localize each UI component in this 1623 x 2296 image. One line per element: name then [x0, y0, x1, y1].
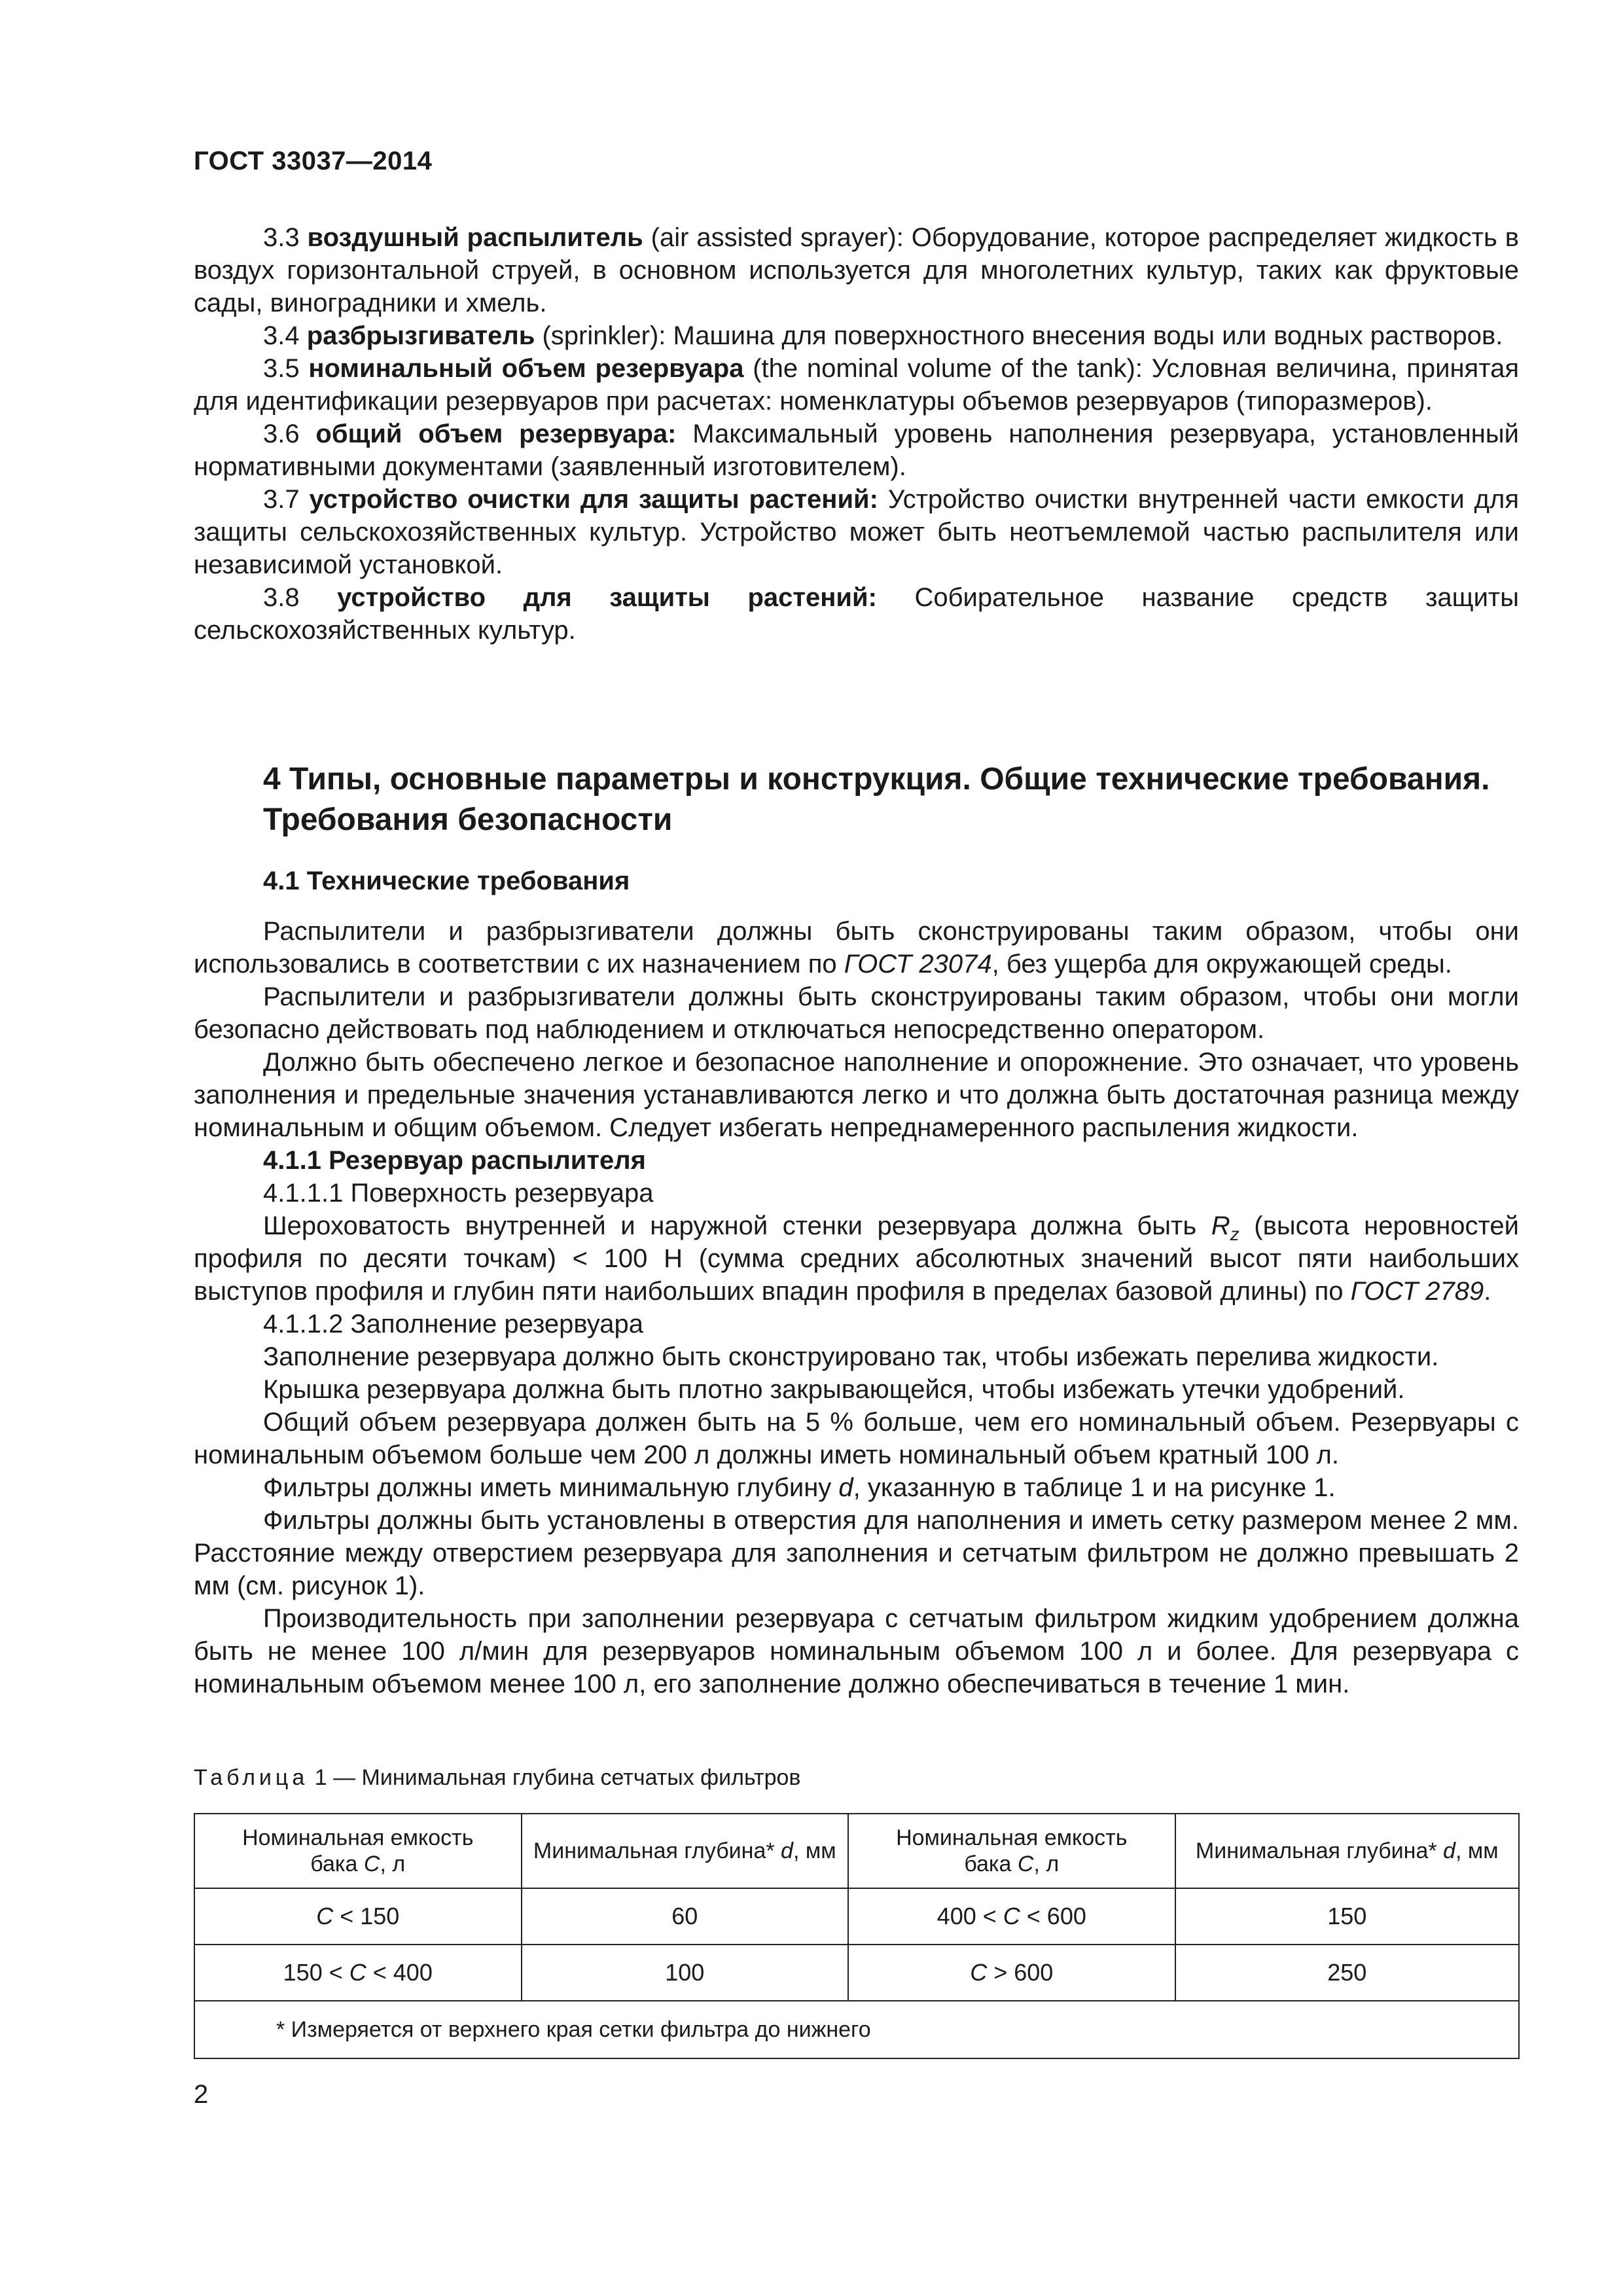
paragraph: Фильтры должны быть установлены в отверстия для наполнения и иметь сетку размером менее 2 мм. Расстояние между отверстием резервуара для заполнения и сетчатым фильтром не должно превышать 2 мм (см. рисунок 1).: [194, 1506, 1519, 1600]
paragraph: Шероховатость внутренней и наружной стенки резервуара должна быть $R_z$ (высота неровностей профиля по десяти точкам) < 100 Н (сумма средних абсолютных значений высот пяти наибольших выступов профиля и глубин пяти наибольших впадин профиля в пределах базовой длины) по ГОСТ 2789.: [194, 1211, 1519, 1306]
table-header-row: [194, 1814, 1519, 1888]
definition-term: общий объем резервуара:: [315, 420, 677, 448]
table-row: [194, 1945, 1519, 2001]
page-number: 2: [194, 2080, 209, 2109]
definition-3-3: 3.3 воздушный распылитель (air assisted sprayer): Оборудование, которое распределяет жидкость в воздух горизонтальной струей, в основном используется для многолетних культур, таких как фруктовые сады, виноградники и хмель.: [194, 223, 1519, 317]
document-header: ГОСТ 33037—2014: [194, 147, 433, 175]
definition-term: номинальный объем резервуара: [308, 354, 744, 383]
definition-term: разбрызгиватель: [306, 321, 535, 350]
definition-3-5: 3.5 номинальный объем резервуара (the nominal volume of the tank): Условная величина, принятая для идентификации резервуаров при расчетах: номенклатуры объемов резервуаров (типоразмеров).: [194, 354, 1519, 416]
table-footnote-row: [194, 2001, 1519, 2058]
table-cell: C > 600: [848, 1945, 1175, 2001]
section-4-body: [194, 915, 1519, 1700]
table-header-cell: Минимальная глубина* d, мм: [522, 1814, 849, 1888]
subsection-4-1-1-1-heading: 4.1.1.1 Поверхность резервуара: [263, 1179, 654, 1208]
subsection-4-1-heading: 4.1 Технические требования: [263, 867, 630, 895]
paragraph: Должно быть обеспечено легкое и безопасное наполнение и опорожнение. Это означает, что уровень заполнения и предельные значения устанавливаются легко и что должна быть достаточная разница между номинальным и общим объемом. Следует избегать непреднамеренного распыления жидкости.: [194, 1048, 1519, 1142]
table-footnote: * Измеряется от верхнего края сетки фильтра до нижнего: [194, 2001, 1519, 2058]
subsection-4-1-1-2-heading: 4.1.1.2 Заполнение резервуара: [263, 1310, 643, 1338]
standard-reference: ГОСТ 23074: [844, 950, 992, 978]
subsection-4-1-1-heading: 4.1.1 Резервуар распылителя: [263, 1146, 646, 1175]
definition-3-6: 3.6 общий объем резервуара: Максимальный уровень наполнения резервуара, установленный нормативными документами (заявленный изготовителем).: [194, 420, 1519, 481]
standard-reference: ГОСТ 2789: [1350, 1277, 1484, 1306]
section-4-heading: 4 Типы, основные параметры и конструкция. Общие технические требования. Требования безопасности: [263, 762, 1490, 837]
filter-depth-table: [194, 1813, 1520, 2059]
definitions-block: [194, 221, 1519, 647]
definition-3-4: 3.4 разбрызгиватель (sprinkler): Машина для поверхностного внесения воды или водных растворов.: [263, 321, 1503, 350]
table-cell: 100: [522, 1945, 849, 2001]
definition-3-7: 3.7 устройство очистки для защиты растений: Устройство очистки внутренней части емкости для защиты сельскохозяйственных культур. Устройство может быть неотъемлемой частью распылителя или независимой установкой.: [194, 485, 1519, 579]
paragraph: Распылители и разбрызгиватели должны быть сконструированы таким образом, чтобы они могли безопасно действовать под наблюдением и отключаться непосредственно оператором.: [194, 982, 1519, 1044]
table-cell: C < 150: [194, 1888, 522, 1945]
definition-3-8: 3.8 устройство для защиты растений: Собирательное название средств защиты сельскохозяйственных культур.: [194, 583, 1519, 645]
paragraph: Крышка резервуара должна быть плотно закрывающейся, чтобы избежать утечки удобрений.: [263, 1375, 1405, 1404]
table-cell: 60: [522, 1888, 849, 1945]
definition-term: воздушный распылитель: [307, 223, 643, 252]
table-cell: 150: [1175, 1888, 1519, 1945]
paragraph: Фильтры должны иметь минимальную глубину d, указанную в таблице 1 и на рисунке 1.: [263, 1473, 1336, 1502]
table-cell: 150 < C < 400: [194, 1945, 522, 2001]
table-cell: 250: [1175, 1945, 1519, 2001]
table-row: [194, 1888, 1519, 1945]
paragraph: Производительность при заполнении резервуара с сетчатым фильтром жидким удобрением должна быть не менее 100 л/мин для резервуаров номинальным объемом 100 л и более. Для резервуара с номинальным объемом менее 100 л, его заполнение должно обеспечиваться в течение 1 мин.: [194, 1604, 1519, 1698]
table-header-cell: Номинальная емкость бака C, л: [194, 1814, 522, 1888]
table-cell: 400 < C < 600: [848, 1888, 1175, 1945]
definition-term: устройство для защиты растений:: [337, 583, 877, 612]
table-header-cell: Номинальная емкость бака C, л: [848, 1814, 1175, 1888]
definition-term: устройство очистки для защиты растений:: [309, 485, 878, 514]
table-caption: Таблица 1 — Минимальная глубина сетчатых фильтров: [194, 1765, 801, 1790]
table-header-cell: Минимальная глубина* d, мм: [1175, 1814, 1519, 1888]
paragraph: Распылители и разбрызгиватели должны быть сконструированы таким образом, чтобы они использовались в соответствии с их назначением по ГОСТ 23074, без ущерба для окружающей среды.: [194, 917, 1519, 978]
paragraph: Общий объем резервуара должен быть на 5 % больше, чем его номинальный объем. Резервуары с номинальным объемом больше чем 200 л должны иметь номинальный объем кратный 100 л.: [194, 1408, 1519, 1469]
paragraph: Заполнение резервуара должно быть сконструировано так, чтобы избежать перелива жидкости.: [263, 1342, 1439, 1371]
